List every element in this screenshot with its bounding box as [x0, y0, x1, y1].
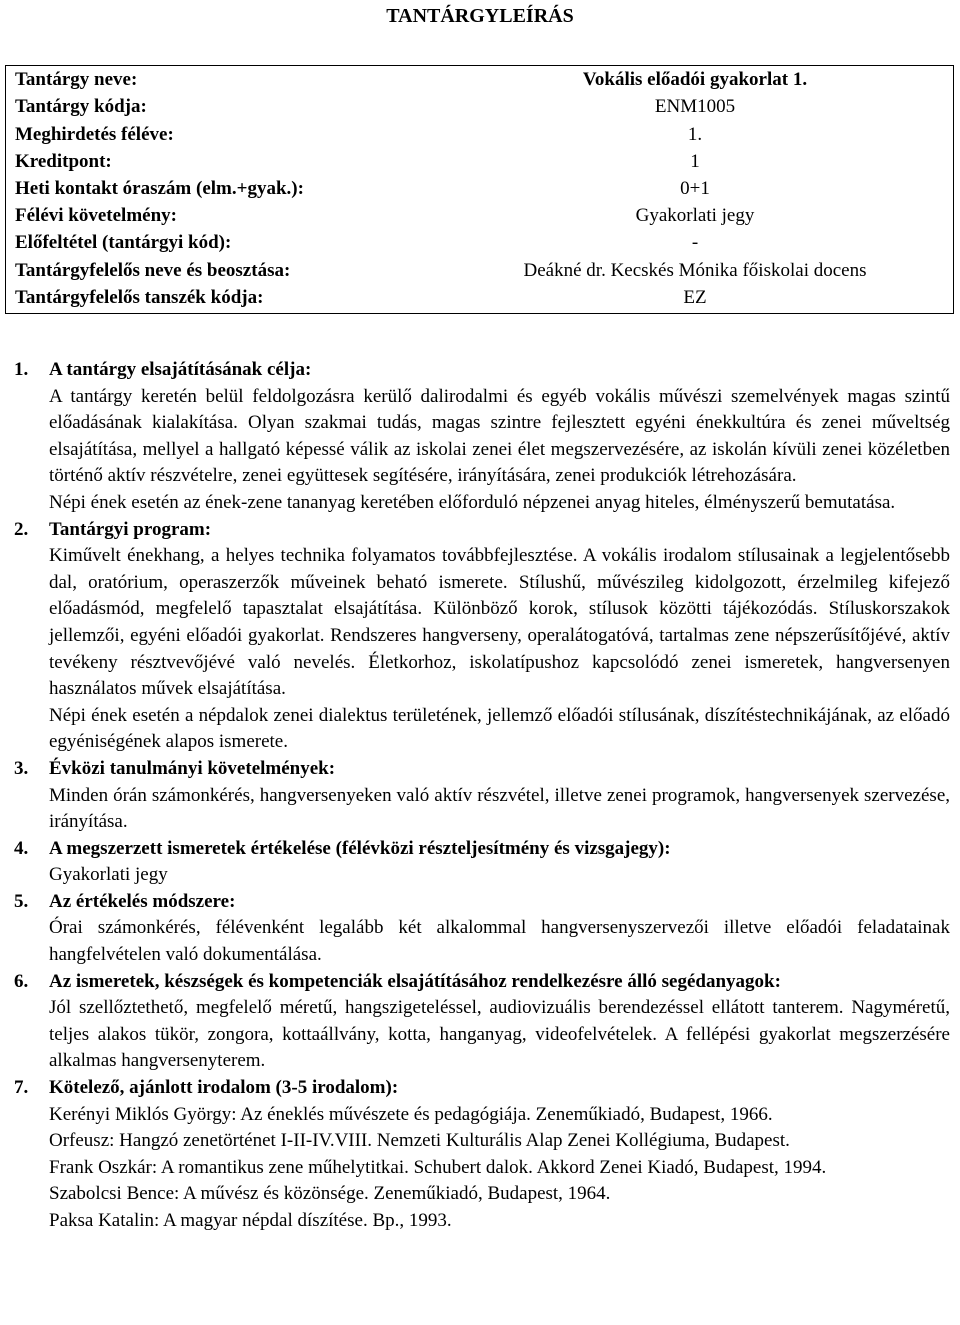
section-number: 4. [14, 837, 29, 859]
section-title: Az ismeretek, készségek és kompetenciák elsajátításához rendelkezésre álló segédanyagok: [49, 970, 781, 992]
section-6 [14, 969, 950, 1075]
section-number: 6. [14, 970, 29, 992]
section-title: A megszerzett ismeretek értékelése (félévközi részteljesítmény és vizsgajegy): [49, 837, 671, 859]
reference-item: Frank Oszkár: A romantikus zene műhelytitkai. Schubert dalok. Akkord Zenei Kiadó, Budapest, 1994. [49, 1156, 827, 1178]
info-row [10, 230, 953, 257]
section-1 [14, 357, 950, 517]
info-value: 1. [687, 123, 703, 145]
info-label: Előfeltétel (tantárgyi kód): [15, 232, 232, 254]
info-value: Gyakorlati jegy [635, 205, 755, 227]
reference-item: Paksa Katalin: A magyar népdal díszítése. Bp., 1993. [49, 1210, 452, 1231]
info-value: Vokális előadói gyakorlat 1. [582, 69, 808, 91]
section-title: Tantárgyi program: [49, 518, 212, 540]
info-label: Tantárgyfelelős tanszék kódja: [15, 286, 264, 308]
section-title: Az értékelés módszere: [49, 890, 236, 912]
section-paragraph: Népi ének esetén a népdalok zenei dialektus területének, jellemző előadói stílusának, díszítéstechnikájának, az előadó egyéniségének alapos ismerete. [49, 704, 950, 753]
section-paragraph: Gyakorlati jegy [49, 864, 168, 886]
section-number: 2. [14, 518, 29, 540]
info-label: Kreditpont: [15, 150, 112, 172]
section-paragraph: A tantárgy keretén belül feldolgozásra kerülő dalirodalmi és egyéb vokális művészi szemelvények magas szintű előadásának kialakítása. Olyan szakmai tudás, magas szintre fejlesztett egyéni énekkultúra és zenei műveltség elsajátítása, mellyel a hallgató képessé válik az iskolai zenei élet megszervezésére, az iskolán kívüli zenei közéletben történő aktív részvételre, zenei együttesek segítésére, irányítására, zenei produkciók létrehozására. [49, 385, 950, 487]
section-4 [14, 836, 950, 889]
section-number: 1. [14, 359, 29, 380]
section-paragraph: Jól szellőztethető, megfelelő méretű, hangszigeteléssel, audiovizuális berendezéssel ellátott tanterem. Nagyméretű, teljes alakos tükör, zongora, kottaállvány, kotta, hanganyag, videofelvételek. A fellépési gyakorlat megszerzésére alkalmas hangversenyterem. [49, 997, 950, 1072]
section-title: Kötelező, ajánlott irodalom (3-5 irodalom): [49, 1077, 399, 1099]
section-paragraph: Minden órán számonkérés, hangversenyeken való aktív részvétel, illetve zenei programok, hangversenyek szervezése, irányítása. [49, 784, 950, 833]
section-paragraph: Kiművelt énekhang, a helyes technika folyamatos továbbfejlesztése. A vokális irodalom stílusainak a legjelentősebb dal, oratórium, operaszerzők műveinek beható ismerete. Stílushű, művészileg kidolgozott, érzelmileg kifejező előadásmód, megfelelő tapasztalat elsajátítása. Különböző korok, stílusok közötti tájékozódás. Stíluskorszakok jellemzői, egyéni előadói gyakorlat. Rendszeres hangverseny, operalátogatóvá, tartalmas zene népszerűsítőjévé, aktív tevékeny résztvevőjévé való nevelés. Életkorhoz, iskolatípushoz kapcsolódó zenei ismeretek, hangversenyen használatos művek elsajátítása. [49, 545, 950, 700]
reference-list [49, 1102, 950, 1235]
section-3 [14, 756, 950, 836]
info-label: Heti kontakt óraszám (elm.+gyak.): [15, 178, 304, 199]
info-value: - [691, 232, 699, 254]
section-number: 3. [14, 757, 29, 779]
section-paragraph: Népi ének esetén az ének-zene tananyag keretében előforduló népzenei anyag hiteles, élményszerű bemutatása. [49, 491, 896, 513]
info-value: Deákné dr. Kecskés Mónika főiskolai docens [523, 259, 867, 281]
info-row [10, 149, 953, 176]
info-value: ENM1005 [654, 96, 736, 118]
info-row [10, 94, 953, 121]
info-label: Félévi követelmény: [15, 205, 177, 227]
info-row [10, 203, 953, 230]
course-info-table [5, 65, 954, 314]
section-title: A tantárgy elsajátításának célja: [49, 359, 312, 380]
section-title: Évközi tanulmányi követelmények: [49, 757, 336, 779]
section-paragraph: Órai számonkérés, félévenként legalább két alkalommal hangversenyszervezői illetve előadói feladatainak hangfelvételen való dokumentálása. [49, 917, 950, 966]
section-2 [14, 517, 950, 756]
info-row [10, 285, 953, 312]
info-row [10, 257, 953, 284]
info-row [10, 121, 953, 148]
section-5 [14, 889, 950, 969]
reference-item: Szabolcsi Bence: A művész és közönsége. Zeneműkiadó, Budapest, 1964. [49, 1183, 611, 1205]
info-row [10, 176, 953, 203]
section-number: 5. [14, 890, 29, 912]
course-description-sections [14, 357, 950, 1235]
document-title: TANTÁRGYLEÍRÁS [386, 5, 574, 27]
info-label: Tantárgyfelelős neve és beosztása: [15, 259, 291, 281]
info-value: 0+1 [680, 178, 710, 199]
info-label: Meghirdetés féléve: [15, 123, 174, 145]
section-7 [14, 1075, 950, 1235]
info-value: EZ [683, 286, 707, 308]
info-value: 1 [690, 150, 700, 172]
reference-item: Kerényi Miklós György: Az éneklés művészete és pedagógiája. Zeneműkiadó, Budapest, 1966. [49, 1103, 773, 1125]
info-row [10, 67, 953, 94]
info-label: Tantárgy kódja: [15, 96, 147, 118]
reference-item: Orfeusz: Hangzó zenetörténet I-II-IV.VIII. Nemzeti Kulturális Alap Zenei Kollégiuma, Budapest. [49, 1130, 790, 1152]
section-number: 7. [14, 1077, 29, 1099]
info-label: Tantárgy neve: [15, 69, 138, 91]
